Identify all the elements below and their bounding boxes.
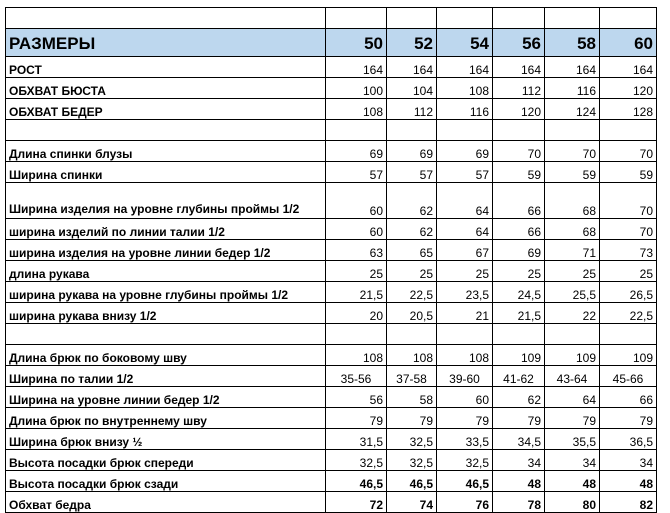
row-value: 24,5 — [493, 282, 545, 303]
row-value: 80 — [545, 492, 600, 513]
row-value: 20 — [326, 303, 387, 324]
size-header: 56 — [493, 29, 545, 57]
row-value: 25 — [387, 261, 437, 282]
row-value: 78 — [493, 492, 545, 513]
row-value: 79 — [600, 408, 657, 429]
trousers-row — [6, 492, 657, 513]
body-row — [6, 57, 657, 78]
row-value: 71 — [545, 240, 600, 261]
trousers-row — [6, 429, 657, 450]
row-value: 36,5 — [600, 429, 657, 450]
row-label: Длина спинки блузы — [6, 141, 326, 162]
row-value: 64 — [437, 183, 493, 219]
header-label: РАЗМЕРЫ — [6, 29, 326, 57]
row-value: 21,5 — [493, 303, 545, 324]
row-value: 68 — [545, 183, 600, 219]
size-header: 50 — [326, 29, 387, 57]
row-value: 69 — [326, 141, 387, 162]
row-value: 69 — [387, 141, 437, 162]
size-header: 58 — [545, 29, 600, 57]
row-value: 67 — [437, 240, 493, 261]
row-value: 79 — [437, 408, 493, 429]
row-value: 128 — [600, 99, 657, 120]
row-value: 66 — [600, 387, 657, 408]
row-value: 34 — [493, 450, 545, 471]
row-value: 43-64 — [545, 366, 600, 387]
empty-cell — [326, 120, 387, 141]
row-value: 104 — [387, 78, 437, 99]
row-value: 109 — [600, 345, 657, 366]
row-value: 60 — [437, 387, 493, 408]
row-value: 59 — [600, 162, 657, 183]
row-value: 70 — [600, 141, 657, 162]
row-value: 20,5 — [387, 303, 437, 324]
row-value: 68 — [545, 219, 600, 240]
row-label: ширина изделия на уровне линии бедер 1/2 — [6, 240, 326, 261]
empty-cell — [6, 120, 326, 141]
empty-cell — [326, 324, 387, 345]
row-value: 124 — [545, 99, 600, 120]
empty-cell — [545, 120, 600, 141]
row-value: 120 — [600, 78, 657, 99]
row-value: 60 — [326, 183, 387, 219]
row-label: ширина изделий по линии талии 1/2 — [6, 219, 326, 240]
row-value: 57 — [326, 162, 387, 183]
row-value: 63 — [326, 240, 387, 261]
empty-cell — [600, 8, 657, 29]
size-header: 54 — [437, 29, 493, 57]
row-value: 66 — [493, 219, 545, 240]
row-value: 26,5 — [600, 282, 657, 303]
empty-cell — [387, 324, 437, 345]
row-value: 109 — [545, 345, 600, 366]
trousers-row — [6, 450, 657, 471]
row-value: 108 — [437, 78, 493, 99]
empty-cell — [493, 120, 545, 141]
body-row — [6, 78, 657, 99]
empty-cell — [6, 324, 326, 345]
empty-cell — [387, 120, 437, 141]
row-value: 57 — [387, 162, 437, 183]
row-value: 70 — [600, 183, 657, 219]
row-value: 70 — [545, 141, 600, 162]
empty-cell — [600, 120, 657, 141]
row-value: 164 — [600, 57, 657, 78]
trousers-row — [6, 408, 657, 429]
row-label: Ширина на уровне линии бедер 1/2 — [6, 387, 326, 408]
row-label: длина рукава — [6, 261, 326, 282]
empty-cell — [326, 8, 387, 29]
row-value: 76 — [437, 492, 493, 513]
blouse-row — [6, 303, 657, 324]
row-value: 108 — [326, 345, 387, 366]
separator-row — [6, 120, 657, 141]
size-header: 52 — [387, 29, 437, 57]
row-value: 70 — [600, 219, 657, 240]
row-label: ОБХВАТ БЕДЕР — [6, 99, 326, 120]
row-value: 66 — [493, 183, 545, 219]
row-value: 21,5 — [326, 282, 387, 303]
row-value: 34 — [600, 450, 657, 471]
row-value: 48 — [545, 471, 600, 492]
row-value: 45-66 — [600, 366, 657, 387]
row-value: 164 — [437, 57, 493, 78]
row-value: 32,5 — [387, 450, 437, 471]
blouse-row — [6, 240, 657, 261]
row-label: Высота посадки брюк спереди — [6, 450, 326, 471]
row-value: 69 — [493, 240, 545, 261]
row-value: 64 — [545, 387, 600, 408]
row-value: 62 — [387, 219, 437, 240]
empty-cell — [493, 8, 545, 29]
row-label: Ширина изделия на уровне глубины проймы 1/2 — [6, 183, 326, 219]
row-value: 25 — [493, 261, 545, 282]
row-value: 74 — [387, 492, 437, 513]
row-value: 25,5 — [545, 282, 600, 303]
empty-cell — [545, 8, 600, 29]
row-value: 100 — [326, 78, 387, 99]
row-value: 70 — [493, 141, 545, 162]
row-value: 164 — [387, 57, 437, 78]
empty-cell — [600, 324, 657, 345]
row-value: 41-62 — [493, 366, 545, 387]
blouse-row — [6, 162, 657, 183]
trousers-row — [6, 471, 657, 492]
empty-cell — [6, 8, 326, 29]
blouse-row — [6, 183, 657, 219]
row-value: 60 — [326, 219, 387, 240]
row-label: Ширина брюк внизу ½ — [6, 429, 326, 450]
empty-cell — [437, 8, 493, 29]
row-value: 164 — [545, 57, 600, 78]
trousers-row — [6, 345, 657, 366]
row-value: 79 — [493, 408, 545, 429]
row-value: 31,5 — [326, 429, 387, 450]
row-value: 22 — [545, 303, 600, 324]
row-value: 46,5 — [437, 471, 493, 492]
body-row — [6, 99, 657, 120]
row-value: 34,5 — [493, 429, 545, 450]
row-value: 48 — [493, 471, 545, 492]
row-value: 25 — [437, 261, 493, 282]
row-value: 62 — [387, 183, 437, 219]
row-value: 46,5 — [326, 471, 387, 492]
blouse-row — [6, 219, 657, 240]
size-header: 60 — [600, 29, 657, 57]
row-value: 64 — [437, 219, 493, 240]
size-table — [5, 7, 657, 513]
blouse-row — [6, 282, 657, 303]
row-value: 35-56 — [326, 366, 387, 387]
row-value: 32,5 — [387, 429, 437, 450]
empty-cell — [387, 8, 437, 29]
row-value: 39-60 — [437, 366, 493, 387]
row-value: 79 — [326, 408, 387, 429]
trousers-row — [6, 387, 657, 408]
empty-cell — [545, 324, 600, 345]
row-value: 32,5 — [437, 450, 493, 471]
empty-cell — [493, 324, 545, 345]
empty-cell — [437, 324, 493, 345]
row-value: 116 — [437, 99, 493, 120]
row-label: Длина брюк по внутреннему шву — [6, 408, 326, 429]
row-value: 56 — [326, 387, 387, 408]
header-row — [6, 29, 657, 57]
row-label: ширина рукава внизу 1/2 — [6, 303, 326, 324]
row-value: 37-58 — [387, 366, 437, 387]
row-value: 69 — [437, 141, 493, 162]
row-value: 22,5 — [387, 282, 437, 303]
row-value: 34 — [545, 450, 600, 471]
row-label: Ширина спинки — [6, 162, 326, 183]
row-label: Ширина по талии 1/2 — [6, 366, 326, 387]
row-value: 72 — [326, 492, 387, 513]
row-value: 112 — [387, 99, 437, 120]
row-label: ОБХВАТ БЮСТА — [6, 78, 326, 99]
row-value: 57 — [437, 162, 493, 183]
row-value: 46,5 — [387, 471, 437, 492]
trousers-row — [6, 366, 657, 387]
row-value: 65 — [387, 240, 437, 261]
row-value: 79 — [387, 408, 437, 429]
row-value: 164 — [493, 57, 545, 78]
empty-cell — [437, 120, 493, 141]
row-value: 73 — [600, 240, 657, 261]
blouse-row — [6, 141, 657, 162]
row-value: 33,5 — [437, 429, 493, 450]
row-value: 109 — [493, 345, 545, 366]
row-value: 25 — [600, 261, 657, 282]
row-value: 108 — [326, 99, 387, 120]
row-value: 25 — [545, 261, 600, 282]
row-value: 108 — [437, 345, 493, 366]
size-chart — [5, 7, 657, 513]
separator-row — [6, 324, 657, 345]
row-value: 32,5 — [326, 450, 387, 471]
row-value: 35,5 — [545, 429, 600, 450]
row-value: 62 — [493, 387, 545, 408]
row-value: 22,5 — [600, 303, 657, 324]
blank-row — [6, 8, 657, 29]
row-value: 48 — [600, 471, 657, 492]
row-value: 164 — [326, 57, 387, 78]
row-value: 59 — [545, 162, 600, 183]
row-label: ширина рукава на уровне глубины проймы 1/2 — [6, 282, 326, 303]
row-value: 112 — [493, 78, 545, 99]
row-value: 23,5 — [437, 282, 493, 303]
row-value: 108 — [387, 345, 437, 366]
row-value: 25 — [326, 261, 387, 282]
row-value: 116 — [545, 78, 600, 99]
row-value: 58 — [387, 387, 437, 408]
row-label: Обхват бедра — [6, 492, 326, 513]
row-label: Высота посадки брюк сзади — [6, 471, 326, 492]
row-value: 79 — [545, 408, 600, 429]
blouse-row — [6, 261, 657, 282]
row-value: 120 — [493, 99, 545, 120]
row-value: 21 — [437, 303, 493, 324]
row-value: 82 — [600, 492, 657, 513]
row-value: 59 — [493, 162, 545, 183]
row-label: Длина брюк по боковому шву — [6, 345, 326, 366]
row-label: РОСТ — [6, 57, 326, 78]
